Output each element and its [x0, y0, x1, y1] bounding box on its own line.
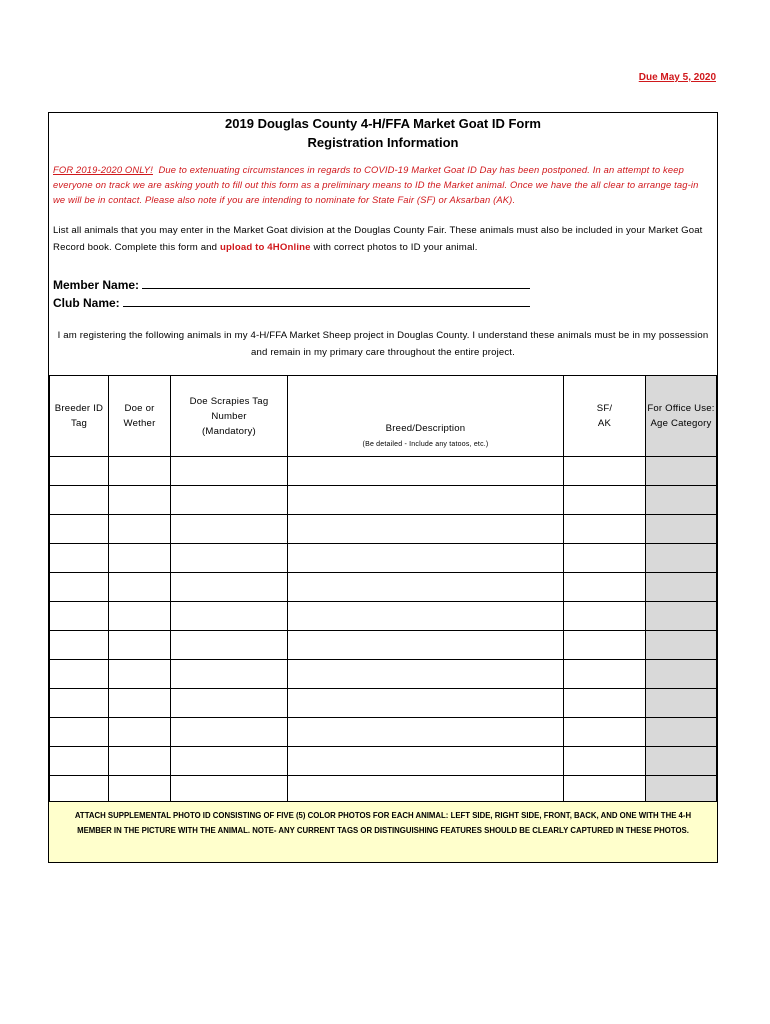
table-row: [50, 689, 717, 718]
instructions-part-2: with correct photos to ID your animal.: [313, 242, 478, 253]
office-use-cell: [646, 689, 717, 718]
breeder-id-cell[interactable]: [50, 544, 109, 573]
table-row: [50, 544, 717, 573]
scrapies-tag-cell[interactable]: [171, 747, 288, 776]
breeder-id-cell[interactable]: [50, 660, 109, 689]
member-name-row: [53, 277, 530, 292]
scrapies-tag-cell[interactable]: [171, 457, 288, 486]
col-office-use: For Office Use: Age Category: [646, 376, 717, 457]
scrapies-tag-cell[interactable]: [171, 573, 288, 602]
table-row: [50, 457, 717, 486]
sf-ak-cell[interactable]: [564, 457, 646, 486]
photo-requirement-note: ATTACH SUPPLEMENTAL PHOTO ID CONSISTING OF FIVE (5) COLOR PHOTOS FOR EACH ANIMAL: LEFT SIDE, RIGHT SIDE, FRONT, BACK, AND ONE WITH THE 4-H MEMBER IN THE PICTURE WITH THE ANIMAL. NOTE- ANY CURRENT TAGS OR DISTINGUISHING FEATURES SHOULD BE CLEARLY CAPTURED IN THESE PHOTOS.: [49, 801, 717, 862]
office-use-cell: [646, 544, 717, 573]
breed-description-cell[interactable]: [288, 515, 564, 544]
doe-wether-cell[interactable]: [109, 660, 171, 689]
upload-link[interactable]: upload to 4HOnline: [219, 242, 311, 253]
col-scrapies-tag: Doe Scrapies Tag Number (Mandatory): [171, 376, 288, 457]
breed-description-cell[interactable]: [288, 689, 564, 718]
doe-wether-cell[interactable]: [109, 515, 171, 544]
scrapies-tag-cell[interactable]: [171, 631, 288, 660]
club-name-label: Club Name:: [53, 296, 120, 310]
covid-lead: FOR 2019-2020 ONLY!: [53, 164, 153, 175]
col-sf-ak: SF/ AK: [564, 376, 646, 457]
breed-description-cell[interactable]: [288, 660, 564, 689]
doe-wether-cell[interactable]: [109, 573, 171, 602]
table-row: [50, 631, 717, 660]
breed-description-cell[interactable]: [288, 457, 564, 486]
sf-ak-cell[interactable]: [564, 689, 646, 718]
table-row: [50, 718, 717, 747]
breeder-id-cell[interactable]: [50, 602, 109, 631]
col-breed-description: Breed/Description (Be detailed - Include any tatoos, etc.): [288, 376, 564, 457]
covid-notice: [53, 162, 713, 207]
doe-wether-cell[interactable]: [109, 689, 171, 718]
breed-description-cell[interactable]: [288, 747, 564, 776]
table-row: [50, 602, 717, 631]
doe-wether-cell[interactable]: [109, 544, 171, 573]
scrapies-tag-cell[interactable]: [171, 660, 288, 689]
doe-wether-cell[interactable]: [109, 486, 171, 515]
animal-table: [49, 375, 717, 805]
scrapies-tag-cell[interactable]: [171, 718, 288, 747]
scrapies-tag-cell[interactable]: [171, 602, 288, 631]
breed-description-cell[interactable]: [288, 718, 564, 747]
club-name-row: [53, 295, 530, 310]
office-use-cell: [646, 747, 717, 776]
col-breeder-id: Breeder ID Tag: [50, 376, 109, 457]
club-name-field[interactable]: [123, 295, 530, 307]
instructions: [53, 222, 713, 256]
breeder-id-cell[interactable]: [50, 573, 109, 602]
sf-ak-cell[interactable]: [564, 486, 646, 515]
registration-form: [48, 112, 718, 863]
table-row: [50, 660, 717, 689]
office-use-cell: [646, 631, 717, 660]
sf-ak-cell[interactable]: [564, 515, 646, 544]
table-row: [50, 747, 717, 776]
sf-ak-cell[interactable]: [564, 544, 646, 573]
breeder-id-cell[interactable]: [50, 689, 109, 718]
table-row: [50, 573, 717, 602]
col-doe-or-wether: Doe or Wether: [109, 376, 171, 457]
office-use-cell: [646, 602, 717, 631]
sf-ak-cell[interactable]: [564, 631, 646, 660]
title-line-1: 2019 Douglas County 4-H/FFA Market Goat ID Form: [225, 116, 541, 131]
breed-description-cell[interactable]: [288, 544, 564, 573]
table-row: [50, 515, 717, 544]
breed-description-cell[interactable]: [288, 602, 564, 631]
office-use-cell: [646, 660, 717, 689]
member-name-label: Member Name:: [53, 278, 140, 292]
table-body: [50, 457, 717, 805]
scrapies-tag-cell[interactable]: [171, 689, 288, 718]
sf-ak-cell[interactable]: [564, 602, 646, 631]
doe-wether-cell[interactable]: [109, 631, 171, 660]
office-use-cell: [646, 515, 717, 544]
sf-ak-cell[interactable]: [564, 747, 646, 776]
sf-ak-cell[interactable]: [564, 660, 646, 689]
breeder-id-cell[interactable]: [50, 718, 109, 747]
due-date: Due May 5, 2020: [638, 72, 716, 83]
scrapies-tag-cell[interactable]: [171, 544, 288, 573]
breeder-id-cell[interactable]: [50, 486, 109, 515]
pledge-statement: I am registering the following animals in my 4-H/FFA Market Sheep project in Douglas County. I understand these animals must be in my possession and remain in my primary care throughout the entire project.: [57, 330, 709, 358]
office-use-cell: [646, 718, 717, 747]
sf-ak-cell[interactable]: [564, 718, 646, 747]
doe-wether-cell[interactable]: [109, 747, 171, 776]
scrapies-tag-cell[interactable]: [171, 486, 288, 515]
table-row: [50, 486, 717, 515]
breeder-id-cell[interactable]: [50, 631, 109, 660]
breed-description-cell[interactable]: [288, 486, 564, 515]
doe-wether-cell[interactable]: [109, 457, 171, 486]
office-use-cell: [646, 457, 717, 486]
breed-description-cell[interactable]: [288, 631, 564, 660]
scrapies-tag-cell[interactable]: [171, 515, 288, 544]
covid-body: Due to extenuating circumstances in regards to COVID-19 Market Goat ID Day has been postponed. In an attempt to keep everyone on track we are asking youth to fill out this form as a preliminary means to ID the Market animal. Once we have the all clear to arrange tag-in we will be in contact. Please also note if you are intending to nominate for State Fair (SF) or Aksarban (AK).: [53, 164, 699, 205]
doe-wether-cell[interactable]: [109, 602, 171, 631]
table-header-row: [50, 376, 717, 457]
instructions-part-1: List all animals that you may enter in the Market Goat division at the Douglas County Fair. These animals must also be included in your Market Goat Record book. Complete this form and: [53, 225, 703, 253]
breeder-id-cell[interactable]: [50, 457, 109, 486]
form-title: [49, 114, 717, 152]
title-line-2: Registration Information: [307, 135, 459, 150]
breeder-id-cell[interactable]: [50, 515, 109, 544]
breed-description-cell[interactable]: [288, 573, 564, 602]
sf-ak-cell[interactable]: [564, 573, 646, 602]
office-use-cell: [646, 573, 717, 602]
member-name-field[interactable]: [142, 277, 530, 289]
breeder-id-cell[interactable]: [50, 747, 109, 776]
doe-wether-cell[interactable]: [109, 718, 171, 747]
office-use-cell: [646, 486, 717, 515]
